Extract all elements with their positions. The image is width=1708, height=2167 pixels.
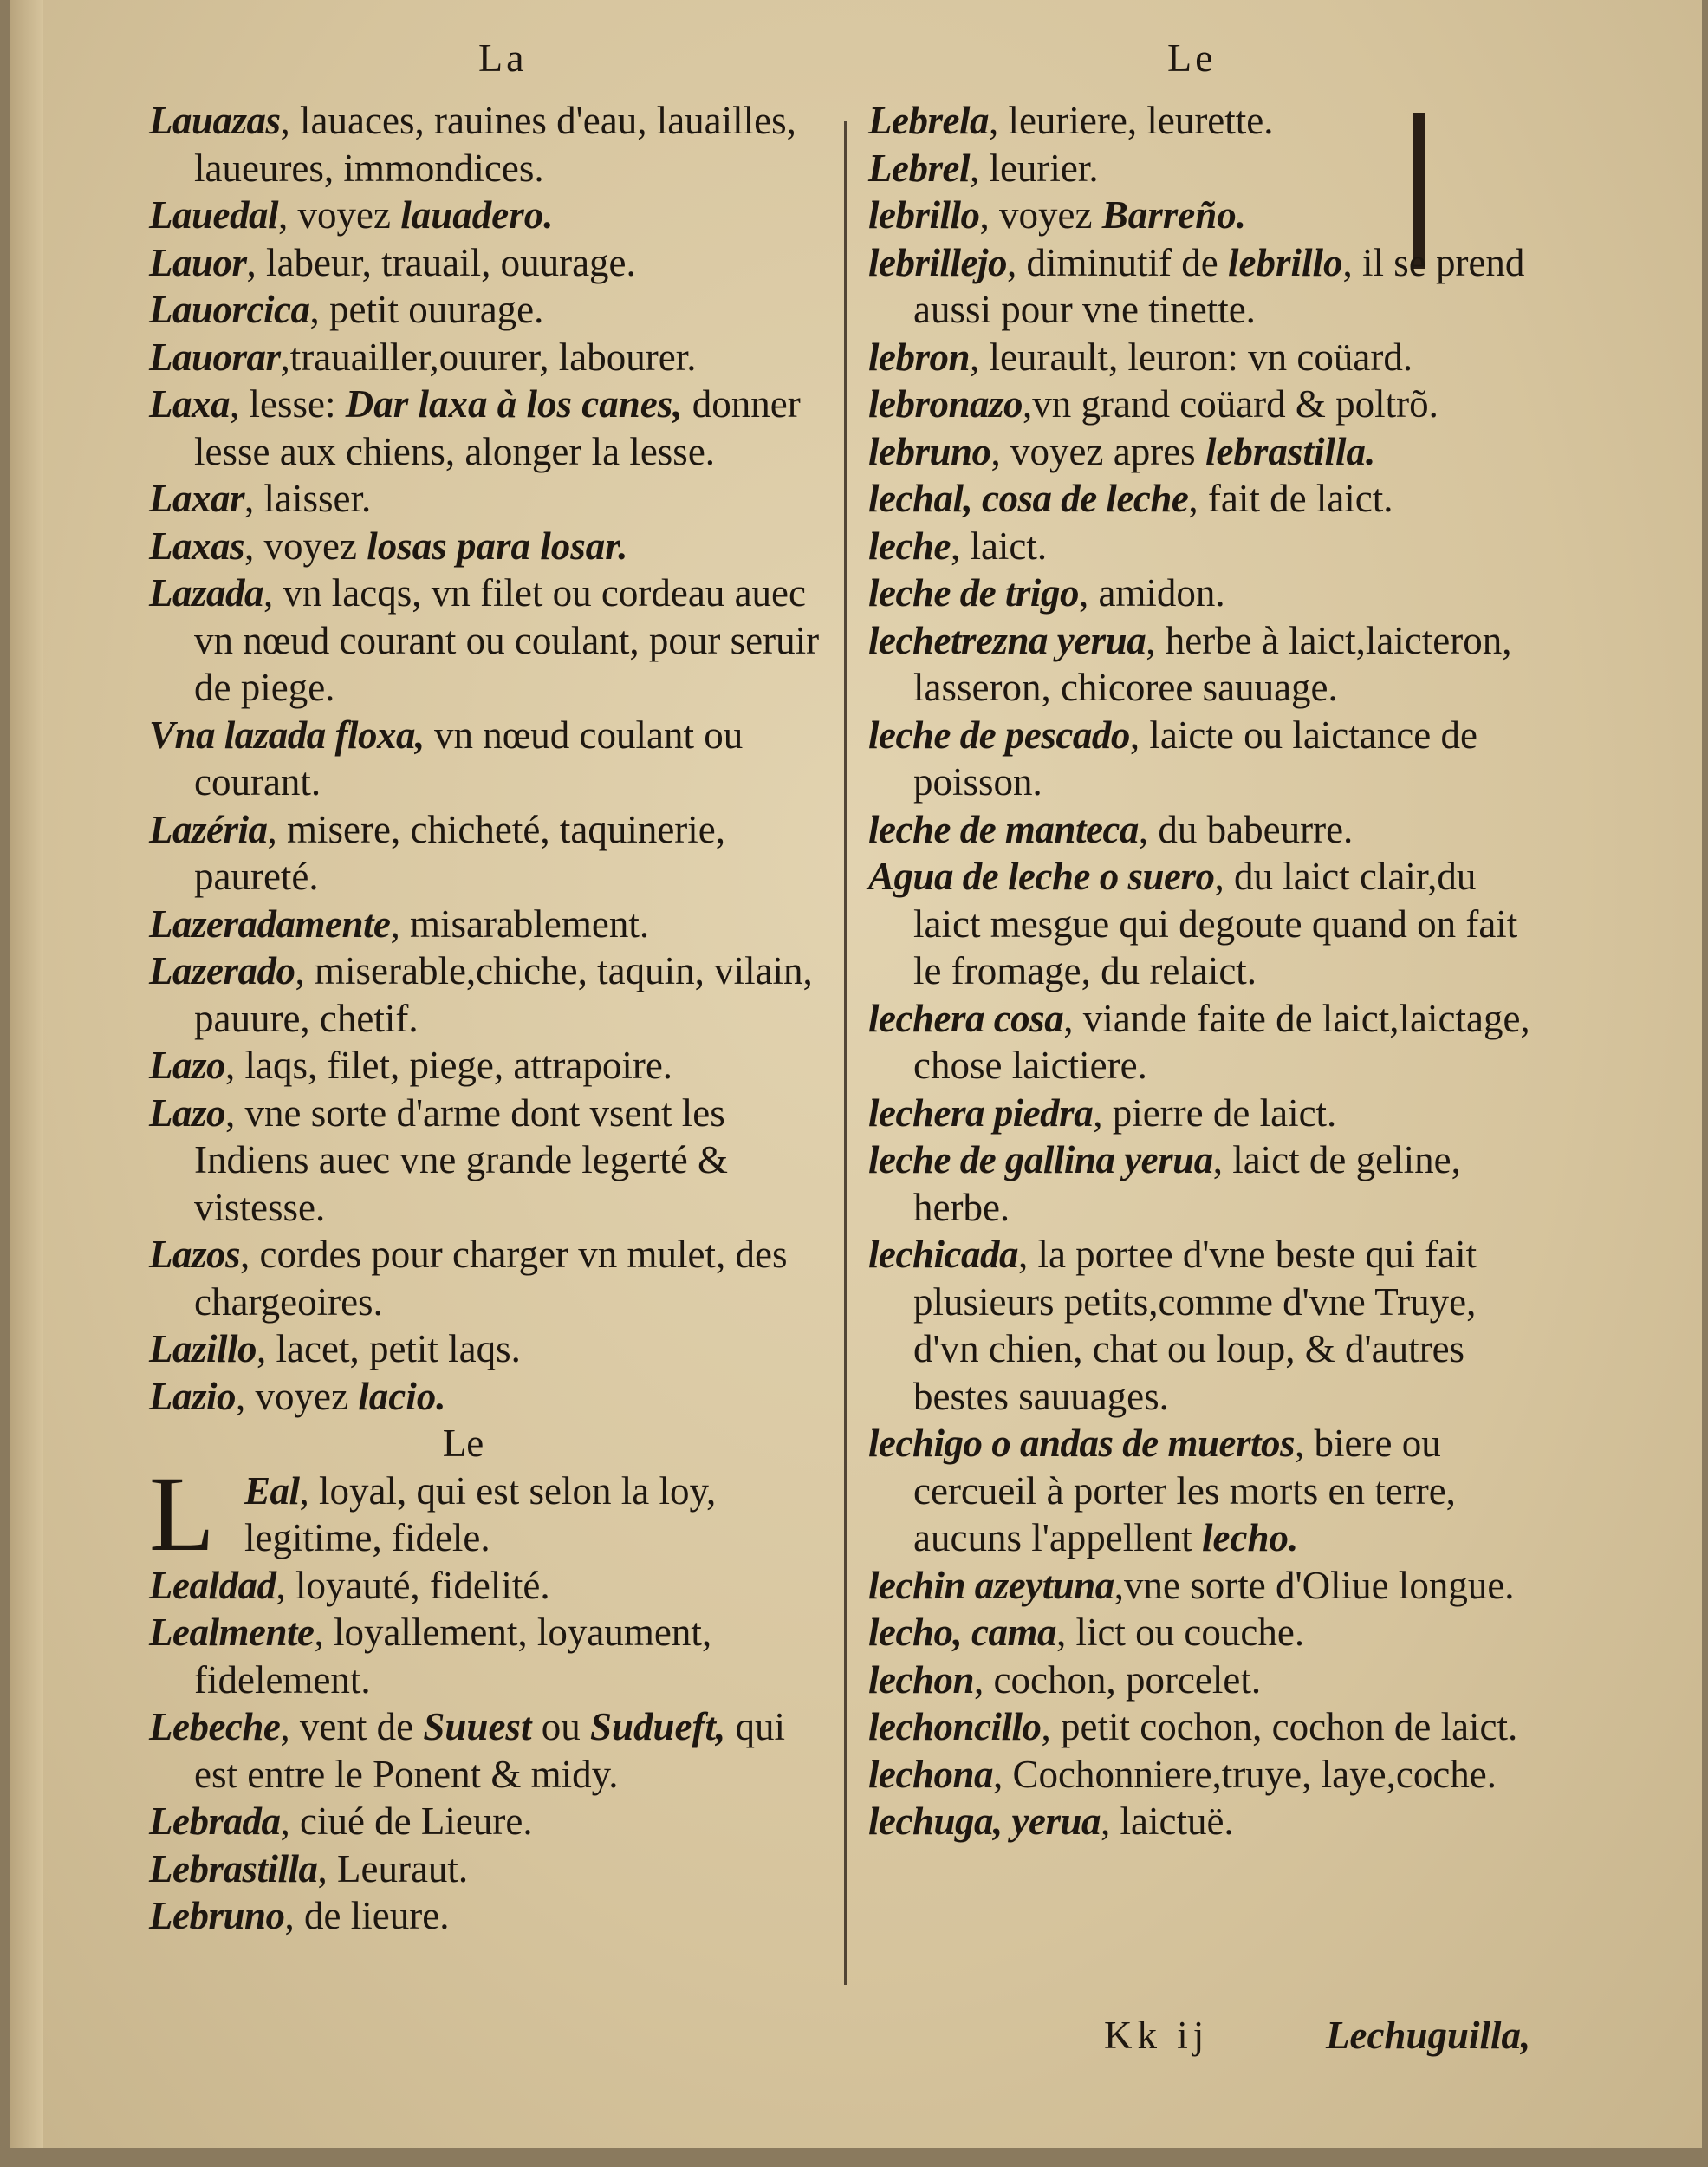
entry-definition: , laict.: [950, 524, 1048, 568]
dictionary-entry: [149, 806, 829, 901]
entry-definition: , loyallement, loyaument, fidelement.: [194, 1611, 712, 1702]
left-entries-2: [149, 1562, 829, 1940]
dictionary-entry: [149, 1892, 829, 1940]
dictionary-entry: [149, 947, 829, 1042]
entry-definition: , vent de: [280, 1705, 424, 1748]
entry-crossref: Suuest: [423, 1705, 532, 1748]
entry-headword: Vna lazada floxa,: [149, 713, 425, 757]
entry-headword: Eal: [244, 1468, 300, 1513]
dictionary-entry: [149, 1798, 829, 1845]
entry-headword: lechon: [868, 1657, 975, 1702]
entry-definition: , cordes pour charger vn mulet, des chargeoires.: [194, 1233, 788, 1324]
entry-definition: , misere, chicheté, taquinerie, paureté.: [194, 807, 726, 898]
entry-definition: , fait de laict.: [1188, 477, 1393, 520]
entry-crossref: lauadero.: [400, 193, 554, 237]
entry-definition: ,vne sorte d'Oliue longue.: [1114, 1563, 1515, 1607]
right-entries: [868, 97, 1549, 1845]
dictionary-entry: [868, 428, 1549, 476]
entry-definition: , il se prend aussi pour vne tinette.: [913, 240, 1525, 331]
entry-headword: Lauorcica: [149, 288, 310, 331]
dictionary-entry: [149, 569, 829, 712]
entry-definition: , leuriere, leurette.: [988, 99, 1274, 142]
entry-headword: Laxas: [149, 524, 244, 568]
entry-definition: , pierre de laict.: [1093, 1090, 1337, 1135]
dictionary-entry: [868, 97, 1549, 145]
entry-definition: , laict de geline, herbe.: [913, 1138, 1461, 1229]
dictionary-entry: [868, 239, 1549, 334]
entry-headword: lechona: [868, 1752, 994, 1796]
entry-definition: , leurier.: [969, 146, 1099, 190]
entry-definition: , herbe à laict,laicteron, lasseron, chicoree sauuage.: [913, 618, 1512, 709]
entry-definition: , Cochonniere,truye, laye,coche.: [993, 1752, 1497, 1796]
entry-definition: , viande faite de laict,laictage, chose laictiere.: [913, 996, 1530, 1087]
entry-headword: Lazo: [149, 1044, 225, 1087]
dictionary-entry: [868, 192, 1549, 239]
dictionary-entry: [149, 97, 829, 192]
entry-definition: ,vn grand coüard & poltrõ.: [1023, 382, 1438, 426]
dictionary-entry: [868, 617, 1549, 712]
entry-headword: Lazada: [149, 571, 263, 615]
entry-headword: leche de gallina yerua: [868, 1138, 1213, 1181]
entry-headword: Lebrela: [868, 99, 989, 142]
running-head-left: La: [478, 36, 528, 80]
dictionary-entry: [868, 1798, 1549, 1845]
entry-headword: Lealdad: [149, 1563, 276, 1607]
dictionary-entry: [868, 475, 1549, 523]
entry-headword: leche: [868, 524, 951, 568]
entry-headword: Lazo: [149, 1090, 225, 1135]
dictionary-entry: [868, 1609, 1549, 1656]
entry-definition: , cochon, porcelet.: [974, 1657, 1262, 1702]
dictionary-entry: [868, 1231, 1549, 1420]
entry-definition: , lict ou couche.: [1055, 1611, 1305, 1654]
dictionary-entry: [868, 1656, 1549, 1704]
entry-headword: lechin azeytuna: [868, 1563, 1114, 1607]
dictionary-entry: [149, 1231, 829, 1325]
entry-headword: Lazio: [149, 1374, 237, 1418]
entry-headword: lechetrezna yerua: [868, 618, 1146, 662]
entry-definition: ou: [531, 1705, 590, 1748]
entry-definition: , leurault, leuron: vn coüard.: [970, 335, 1413, 379]
book-page: [10, 0, 1702, 2148]
dictionary-entry: [149, 712, 829, 806]
entry-crossref: losas para losar.: [367, 524, 628, 568]
entry-definition: ,trauailler,ouurer, labourer.: [280, 335, 697, 379]
entry-headword: Lauedal: [149, 193, 278, 237]
entry-definition: , amidon.: [1078, 571, 1225, 615]
entry-headword: Lauazas: [149, 99, 281, 142]
entry-definition: , loyal, qui est selon la loy, legitime, fidele.: [244, 1468, 717, 1559]
entry-headword: lechuga, yerua: [868, 1799, 1101, 1843]
entry-headword: Lazerado: [149, 949, 295, 992]
entry-definition: , biere ou cercueil à porter les morts en terre, aucuns l'appellent: [913, 1422, 1456, 1559]
entry-definition: , voyez: [979, 193, 1102, 237]
dictionary-entry: [868, 853, 1549, 995]
right-column: [868, 97, 1549, 1845]
entry-headword: leche de manteca: [868, 807, 1139, 851]
dictionary-entry: [868, 523, 1549, 570]
dictionary-entry: [868, 145, 1549, 192]
entry-headword: Lauor: [149, 240, 247, 284]
dictionary-entry: [149, 901, 829, 948]
dictionary-entry: [149, 286, 829, 334]
entry-crossref: Sudueft,: [589, 1705, 726, 1748]
dictionary-entry-leal: [149, 1454, 829, 1573]
dictionary-entry: [868, 1136, 1549, 1231]
entry-headword: leche de pescado: [868, 713, 1130, 757]
entry-headword: lecho, cama: [868, 1611, 1056, 1654]
dictionary-entry: [149, 1562, 829, 1610]
entry-definition: , petit cochon, cochon de laict.: [1041, 1705, 1518, 1748]
dictionary-entry: [868, 1090, 1549, 1137]
entry-definition: , diminutif de: [1006, 240, 1228, 284]
entry-headword: lebrillo: [868, 193, 980, 237]
entry-headword: lebrillejo: [868, 240, 1007, 284]
entry-definition: , voyez apres: [990, 429, 1205, 473]
entry-crossref: Barreño.: [1101, 193, 1246, 237]
entry-headword: Laxar: [149, 477, 244, 520]
dictionary-entry: [868, 806, 1549, 854]
entry-definition: , laisser.: [244, 477, 372, 520]
entry-definition: , lauaces, rauines d'eau, lauailles, laueures, immondices.: [194, 99, 796, 190]
entry-headword: Lauorar: [149, 335, 281, 379]
running-head-right: Le: [1167, 36, 1217, 80]
entry-headword: Lebrada: [149, 1799, 281, 1843]
entry-definition: , loyauté, fidelité.: [276, 1563, 550, 1607]
dictionary-entry: [149, 1609, 829, 1703]
entry-headword: Lazeradamente: [149, 901, 391, 946]
entry-definition: , la portee d'vne beste qui fait plusieurs petits,comme d'vne Truye, d'vn chien, chat ou loup, & d'autres bestes sauuages.: [913, 1233, 1477, 1418]
entry-definition: , du laict clair,du laict mesgue qui degoute quand on fait le fromage, du relaict.: [913, 855, 1518, 992]
entry-definition: , Leuraut.: [317, 1846, 469, 1890]
entry-headword: Laxa: [149, 382, 230, 426]
dictionary-entry: [149, 1373, 829, 1421]
entry-definition: qui est entre le Ponent & midy.: [194, 1705, 786, 1796]
entry-headword: lechera piedra: [868, 1090, 1094, 1135]
dictionary-entry: [868, 381, 1549, 428]
dictionary-entry: [868, 569, 1549, 617]
entry-definition: , ciué de Lieure.: [280, 1799, 533, 1843]
entry-headword: Lazillo: [149, 1327, 257, 1370]
entry-definition: , lesse:: [230, 382, 346, 426]
dictionary-entry: [149, 523, 829, 570]
entry-headword: lechal, cosa de leche: [868, 477, 1189, 520]
entry-definition: , de lieure.: [284, 1894, 450, 1937]
entry-definition: , petit ouurage.: [309, 288, 544, 331]
entry-definition: , du babeurre.: [1138, 807, 1354, 851]
entry-definition: vn nœud coulant ou courant.: [194, 713, 744, 804]
dictionary-entry: [868, 712, 1549, 806]
drop-cap: L: [149, 1454, 215, 1573]
dictionary-entry: [868, 334, 1549, 381]
dictionary-entry: [149, 1090, 829, 1232]
entry-headword: Lebrel: [868, 146, 970, 190]
entry-definition: , miserable,chiche, taquin, vilain, pauure, chetif.: [194, 949, 813, 1040]
entry-headword: Agua de leche o suero: [868, 855, 1215, 898]
entry-definition: , misarablement.: [390, 901, 650, 946]
dictionary-entry: [149, 1845, 829, 1893]
dictionary-entry: [149, 475, 829, 523]
entry-headword: Lazos: [149, 1233, 241, 1276]
entry-headword: Lebeche: [149, 1705, 281, 1748]
entry-headword: Lealmente: [149, 1611, 315, 1654]
entry-definition: , labeur, trauail, ouurage.: [246, 240, 636, 284]
dictionary-entry: [149, 1042, 829, 1090]
section-heading-le: Le: [442, 1422, 484, 1465]
entry-crossref: lacio.: [358, 1374, 446, 1418]
entry-headword: lechera cosa: [868, 996, 1064, 1040]
entry-headword: lebron: [868, 335, 971, 379]
entry-definition: , lacet, petit laqs.: [257, 1327, 521, 1370]
entry-definition: donner lesse aux chiens, alonger la lesse.: [194, 382, 801, 473]
entry-definition: , laictuë.: [1101, 1799, 1234, 1843]
entry-definition: , laicte ou laictance de poisson.: [913, 713, 1477, 804]
entry-crossref: Dar laxa à los canes,: [345, 382, 683, 426]
dictionary-entry: [868, 1420, 1549, 1562]
signature-mark: Kk ij: [1104, 2014, 1210, 2057]
dictionary-entry: [149, 1325, 829, 1373]
dictionary-entry: [149, 334, 829, 381]
entry-definition: , vne sorte d'arme dont vsent les Indiens auec vne grande legerté & vistesse.: [194, 1090, 728, 1229]
entry-headword: Lebruno: [149, 1894, 285, 1937]
entry-definition: , voyez: [236, 1374, 359, 1418]
entry-headword: Lazéria: [149, 807, 268, 851]
dictionary-entry: [868, 1562, 1549, 1610]
entry-definition: , voyez: [244, 524, 367, 568]
entry-definition: , laqs, filet, piege, attrapoire.: [225, 1044, 673, 1087]
catchword: Lechuguilla,: [1326, 2014, 1531, 2057]
dictionary-entry: [868, 995, 1549, 1090]
left-entries: [149, 97, 829, 1420]
left-column: [149, 97, 829, 1940]
dictionary-entry: [868, 1703, 1549, 1751]
entry-definition: , vn lacqs, vn filet ou cordeau auec vn nœud courant ou coulant, pour seruir de piege.: [194, 571, 820, 709]
dictionary-entry: [868, 1751, 1549, 1799]
page-gutter-edge: [10, 0, 43, 2148]
entry-crossref: lebrillo: [1227, 240, 1343, 284]
dictionary-entry: [149, 239, 829, 287]
column-divider: [844, 121, 847, 1985]
entry-headword: lechicada: [868, 1233, 1018, 1276]
dictionary-entry: [149, 1703, 829, 1798]
entry-headword: Lebrastilla: [149, 1846, 318, 1890]
entry-headword: leche de trigo: [868, 571, 1079, 615]
entry-crossref: lebrastilla.: [1205, 429, 1376, 473]
entry-headword: lechoncillo: [868, 1705, 1042, 1748]
entry-headword: lebronazo: [868, 382, 1023, 426]
dictionary-entry: [149, 381, 829, 475]
entry-headword: lechigo o andas de muertos: [868, 1422, 1296, 1465]
entry-crossref: lecho.: [1202, 1516, 1299, 1559]
dictionary-entry: [149, 192, 829, 239]
entry-definition: , voyez: [278, 193, 401, 237]
entry-headword: lebruno: [868, 429, 991, 473]
